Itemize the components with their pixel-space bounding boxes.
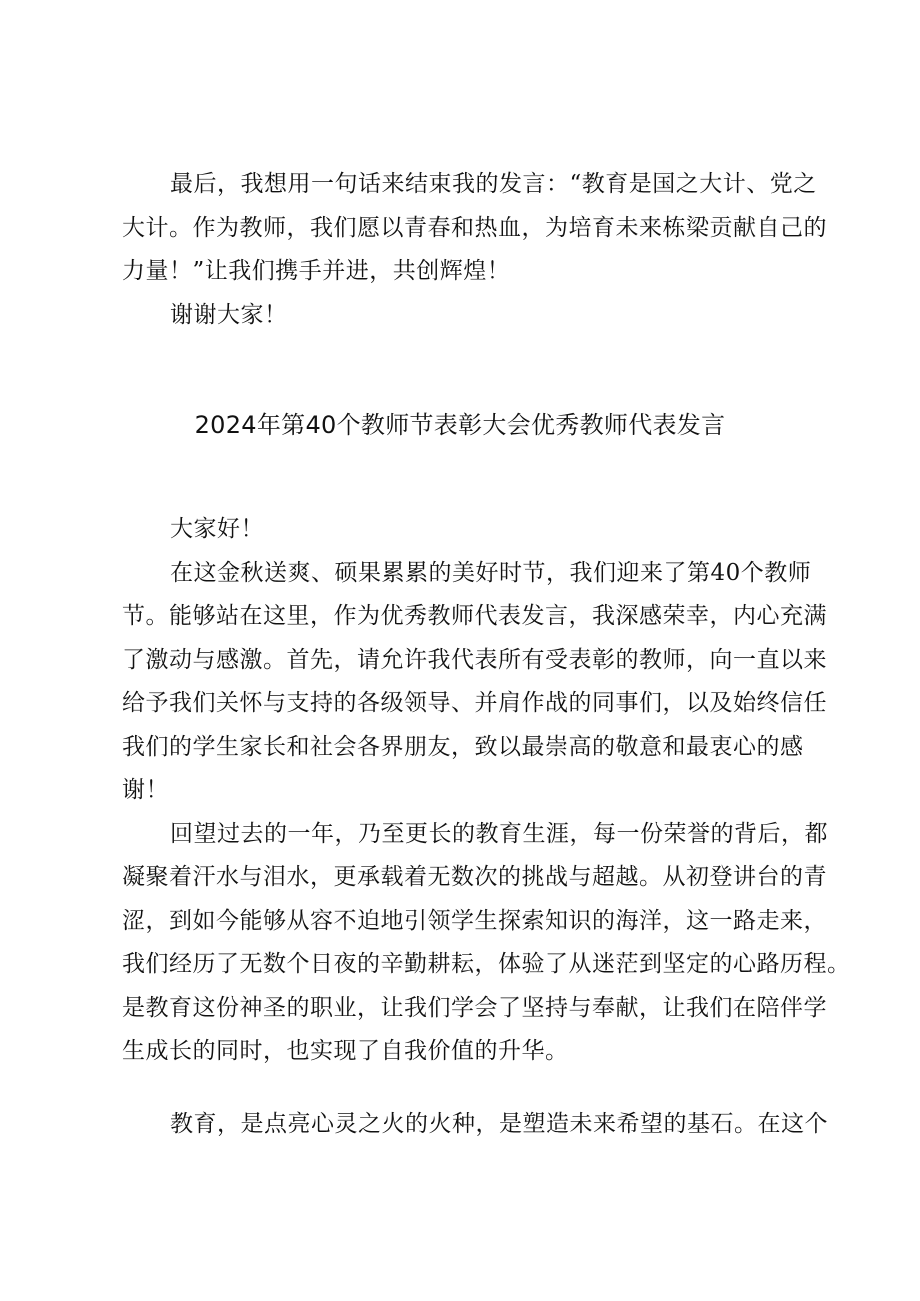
paragraph-2-line-2: 凝聚着汗水与泪水，更承载着无数次的挑战与超越。从初登讲台的青 — [122, 864, 827, 890]
paragraph-1-line-1: 在这金秋送爽、硕果累累的美好时节，我们迎来了第40个教师 — [170, 560, 812, 586]
paragraph-1-line-2: 节。能够站在这里，作为优秀教师代表发言，我深感荣幸，内心充满 — [122, 603, 827, 629]
closing-line-3: 力量！”让我们携手并进，共创辉煌！ — [122, 258, 511, 284]
paragraph-1-line-3: 了激动与感激。首先，请允许我代表所有受表彰的教师，向一直以来 — [122, 647, 827, 673]
closing-line-2: 大计。作为教师，我们愿以青春和热血，为培育未来栋梁贡献自己的 — [122, 215, 827, 241]
paragraph-2-line-3: 涩，到如今能够从容不迫地引领学生探索知识的海洋，这一路走来， — [122, 908, 827, 934]
thanks-line: 谢谢大家！ — [170, 302, 288, 328]
speech-title: 2024年第40个教师节表彰大会优秀教师代表发言 — [194, 411, 726, 439]
paragraph-1-line-6: 谢！ — [122, 777, 169, 803]
paragraph-3-line-1: 教育，是点亮心灵之火的火种，是塑造未来希望的基石。在这个 — [170, 1111, 828, 1137]
paragraph-1-line-5: 我们的学生家长和社会各界朋友，致以最崇高的敬意和最衷心的感 — [122, 734, 804, 760]
paragraph-2-line-5: 是教育这份神圣的职业，让我们学会了坚持与奉献，让我们在陪伴学 — [122, 995, 827, 1021]
greeting-line: 大家好！ — [170, 516, 264, 542]
paragraph-2-line-1: 回望过去的一年，乃至更长的教育生涯，每一份荣誉的背后，都 — [170, 821, 828, 847]
closing-line-1: 最后，我想用一句话来结束我的发言：“教育是国之大计、党之 — [170, 171, 817, 197]
paragraph-1-line-4: 给予我们关怀与支持的各级领导、并肩作战的同事们，以及始终信任 — [122, 690, 827, 716]
paragraph-2-line-4: 我们经历了无数个日夜的辛勤耕耘，体验了从迷茫到坚定的心路历程。 — [122, 951, 851, 977]
paragraph-2-line-6: 生成长的同时，也实现了自我价值的升华。 — [122, 1038, 569, 1064]
